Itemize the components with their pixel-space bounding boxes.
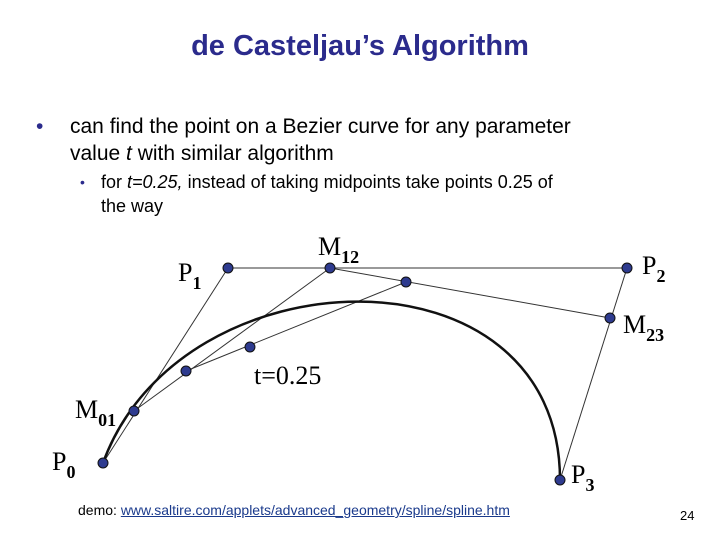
point-m01 bbox=[129, 406, 139, 416]
point-m23 bbox=[605, 313, 615, 323]
label-p0: $P_0$ bbox=[52, 447, 76, 482]
control-line-p0-p1 bbox=[103, 268, 228, 463]
point-q0 bbox=[181, 366, 191, 376]
main-bullet-line1: can find the point on a Bezier curve for any parameter bbox=[70, 115, 571, 138]
point-m12 bbox=[325, 263, 335, 273]
point-p0 bbox=[98, 458, 108, 468]
point-p2 bbox=[622, 263, 632, 273]
main-bullet-line2-post: with similar algorithm bbox=[131, 142, 334, 165]
construction-line-a-m23 bbox=[330, 268, 610, 318]
point-curve-t bbox=[245, 342, 255, 352]
slide-title: de Casteljau’s Algorithm bbox=[191, 30, 529, 62]
sub-bullet-post: instead of taking midpoints take points 0.25 of bbox=[182, 172, 553, 192]
main-bullet-var: t bbox=[126, 142, 132, 165]
demo-link[interactable]: www.saltire.com/applets/advanced_geometry/spline/spline.htm bbox=[120, 502, 510, 518]
label-p3: $P_3$ bbox=[571, 460, 595, 495]
label-p1: $P_1$ bbox=[178, 258, 202, 293]
demo-label: demo: bbox=[78, 502, 121, 518]
label-m23: $M_{23}$ bbox=[623, 310, 665, 345]
label-t: t=0.25 bbox=[254, 361, 322, 390]
page-number: 24 bbox=[680, 508, 695, 523]
sub-bullet-var: t=0.25, bbox=[127, 172, 183, 192]
point-p1 bbox=[223, 263, 233, 273]
construction-line-m01-b bbox=[186, 282, 406, 371]
label-m01: $M_{01}$ bbox=[75, 395, 117, 430]
control-line-p2-p3 bbox=[560, 268, 627, 480]
label-p2: $P_2$ bbox=[642, 251, 666, 286]
main-bullet-line2-pre: value bbox=[70, 142, 127, 165]
bezier-curve bbox=[103, 302, 560, 480]
label-m12: $M_{12}$ bbox=[318, 232, 360, 267]
sub-bullet-marker: • bbox=[80, 174, 85, 190]
sub-bullet-line2: the way bbox=[101, 196, 164, 216]
point-p3 bbox=[555, 475, 565, 485]
point-q1 bbox=[401, 277, 411, 287]
demo-line bbox=[78, 502, 510, 518]
sub-bullet-pre: for bbox=[101, 172, 128, 192]
bullet-marker: • bbox=[36, 115, 44, 138]
